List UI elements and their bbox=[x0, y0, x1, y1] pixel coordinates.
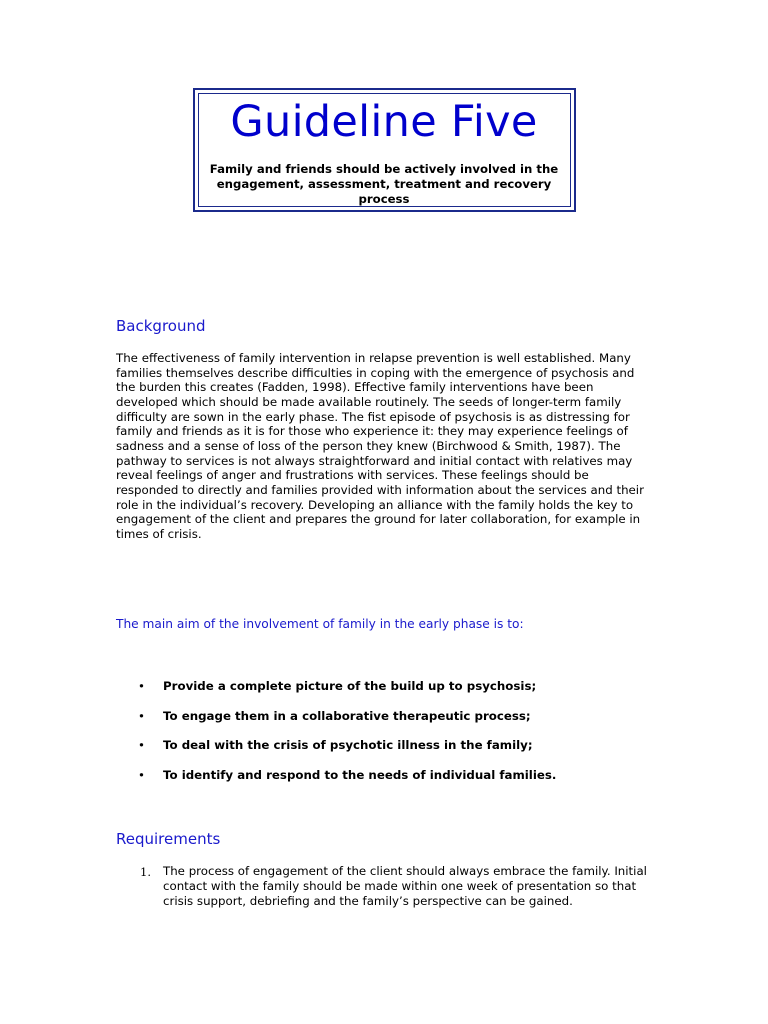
list-item-text: To deal with the crisis of psychotic illness in the family; bbox=[163, 738, 533, 752]
list-item-number: 1. bbox=[140, 865, 151, 879]
aims-list bbox=[116, 678, 676, 796]
list-item-text: To identify and respond to the needs of individual families. bbox=[163, 767, 557, 782]
background-paragraph: The effectiveness of family intervention in relapse prevention is well established. Many families themselves describe difficulties in coping with the emergence of psychosis and the burden this creates (Fadden, 1998). Effective family interventions have been developed which should be made available routinely. The seeds of longer-term family difficulty are sown in the early phase. The fist episode of psychosis is as distressing for family and friends as it is for those who experience it: they may experience feelings of sadness and a sense of loss of the person they knew (Birchwood & Smith, 1987). The pathway to services is not always straightforward and initial contact with relatives may reveal feelings of anger and frustrations with services. These feelings should be responded to directly and families provided with information about the services and their role in the individual’s recovery. Developing an alliance with the family holds the key to engagement of the client and prepares the ground for later collaboration, for example in times of crisis. bbox=[116, 351, 644, 541]
list-item bbox=[116, 767, 676, 797]
page-title: Guideline Five bbox=[230, 97, 538, 147]
bullet-marker: • bbox=[138, 738, 145, 752]
list-item bbox=[116, 678, 676, 708]
list-item-text: Provide a complete picture of the build up to psychosis; bbox=[163, 679, 537, 693]
list-item bbox=[116, 737, 676, 767]
background-heading: Background bbox=[116, 317, 206, 335]
requirements-heading: Requirements bbox=[116, 830, 221, 848]
bullet-marker: • bbox=[138, 708, 145, 723]
list-item-text: The process of engagement of the client should always embrace the family. Initial contact with the family should be made within one week of presentation so that crisis support, debriefing and the family’s perspective can be gained. bbox=[163, 864, 647, 908]
list-item-text: To engage them in a collaborative therapeutic process; bbox=[163, 708, 531, 723]
list-item bbox=[116, 708, 676, 738]
aims-intro: The main aim of the involvement of family in the early phase is to: bbox=[116, 617, 524, 631]
guideline-subtitle: Family and friends should be actively involved in the engagement, assessment, treatment and recovery process bbox=[209, 162, 559, 206]
bullet-marker: • bbox=[138, 767, 145, 782]
bullet-marker: • bbox=[138, 679, 145, 693]
